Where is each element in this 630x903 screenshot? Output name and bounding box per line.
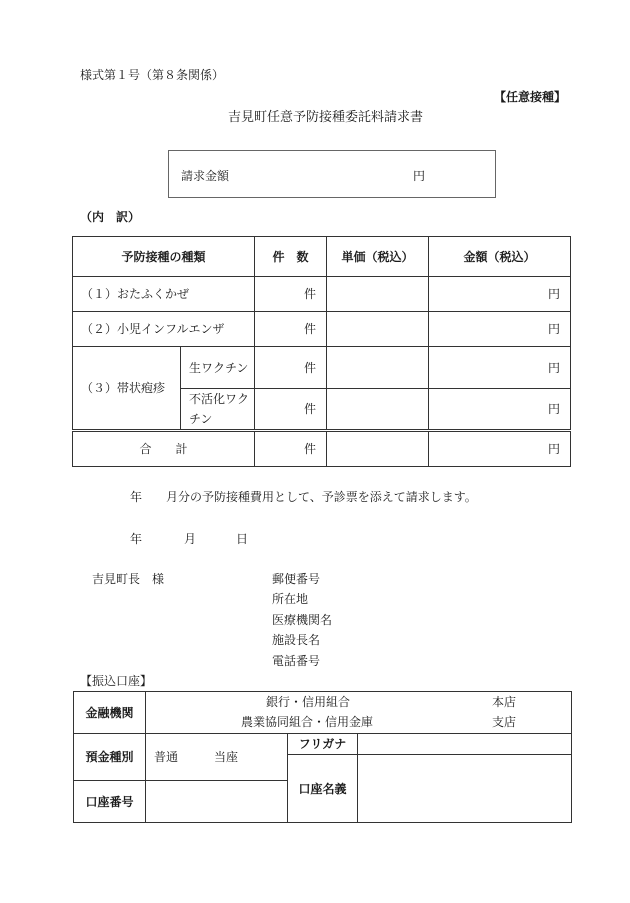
account-number-label: 口座番号: [74, 781, 146, 823]
date-year: 年: [130, 532, 143, 546]
date-day: 日: [236, 532, 249, 546]
table-row: [73, 312, 571, 347]
bank-section-label: 【振込口座】: [80, 674, 153, 688]
institution-type-line2: 農業協同組合・信用金庫: [241, 715, 374, 729]
claim-amount-box[interactable]: [168, 150, 496, 198]
row-inactivated-vaccine-label: 不活化ワクチン: [181, 389, 255, 431]
amount-cell[interactable]: 円: [429, 277, 571, 312]
unit-price-cell[interactable]: [327, 277, 429, 312]
director-name-label: 施設長名: [272, 633, 321, 647]
deposit-type-options[interactable]: 普通 当座: [146, 734, 288, 781]
total-label: 合 計: [73, 431, 255, 467]
count-cell[interactable]: 件: [255, 312, 327, 347]
form-number: 様式第１号（第８条関係）: [80, 68, 225, 82]
table-total-row: [73, 431, 571, 467]
table-header-row: [73, 237, 571, 277]
bank-institution-row: [74, 692, 572, 734]
row-flu-label: （２）小児インフルエンザ: [73, 312, 255, 347]
unit-price-cell[interactable]: [327, 312, 429, 347]
total-unit-price-cell[interactable]: [327, 431, 429, 467]
institution-name-label: 医療機関名: [272, 613, 333, 627]
amount-cell[interactable]: 円: [429, 389, 571, 431]
breakdown-label: （内 訳）: [80, 210, 141, 224]
branch-main: 本店: [492, 695, 517, 709]
row-live-vaccine-label: 生ワクチン: [181, 347, 255, 389]
institution-cell[interactable]: [146, 692, 572, 734]
account-number-input-cell[interactable]: [146, 781, 288, 823]
breakdown-table: [72, 236, 571, 467]
bank-furigana-row: [74, 734, 572, 755]
addressee: 吉見町長 様: [92, 572, 165, 586]
claim-statement: 年 月分の予防接種費用として、予診票を添えて請求します。: [130, 490, 477, 504]
phone-label: 電話番号: [272, 654, 321, 668]
row-mumps-label: （１）おたふくかぜ: [73, 277, 255, 312]
header-type: 予防接種の種類: [73, 237, 255, 277]
institution-type-line1: 銀行・信用組合: [266, 695, 351, 709]
total-amount-cell[interactable]: 円: [429, 431, 571, 467]
total-count-cell[interactable]: 件: [255, 431, 327, 467]
bank-table: [73, 691, 572, 823]
claim-amount-unit: 円: [413, 169, 426, 183]
amount-cell[interactable]: 円: [429, 312, 571, 347]
deposit-type-label: 預金種別: [74, 734, 146, 781]
postal-code-label: 郵便番号: [272, 572, 321, 586]
header-amount: 金額（税込）: [429, 237, 571, 277]
amount-cell[interactable]: 円: [429, 347, 571, 389]
count-cell[interactable]: 件: [255, 277, 327, 312]
furigana-input-cell[interactable]: [358, 734, 572, 755]
page-title: 吉見町任意予防接種委託料請求書: [228, 110, 424, 125]
table-row: [73, 277, 571, 312]
account-name-label: 口座名義: [288, 755, 358, 823]
date-month: 月: [184, 532, 197, 546]
row-shingles-label: （３）帯状疱疹: [73, 347, 181, 431]
category-tag: 【任意接種】: [494, 90, 567, 104]
unit-price-cell[interactable]: [327, 389, 429, 431]
address-label: 所在地: [272, 592, 309, 606]
count-cell[interactable]: 件: [255, 389, 327, 431]
account-name-input-cell[interactable]: [358, 755, 572, 823]
header-unit-price: 単価（税込）: [327, 237, 429, 277]
count-cell[interactable]: 件: [255, 347, 327, 389]
table-row: [73, 347, 571, 389]
unit-price-cell[interactable]: [327, 347, 429, 389]
header-count: 件 数: [255, 237, 327, 277]
claim-amount-label: 請求金額: [181, 169, 230, 183]
furigana-label: フリガナ: [288, 734, 358, 755]
branch-sub: 支店: [492, 715, 517, 729]
institution-label: 金融機関: [74, 692, 146, 734]
